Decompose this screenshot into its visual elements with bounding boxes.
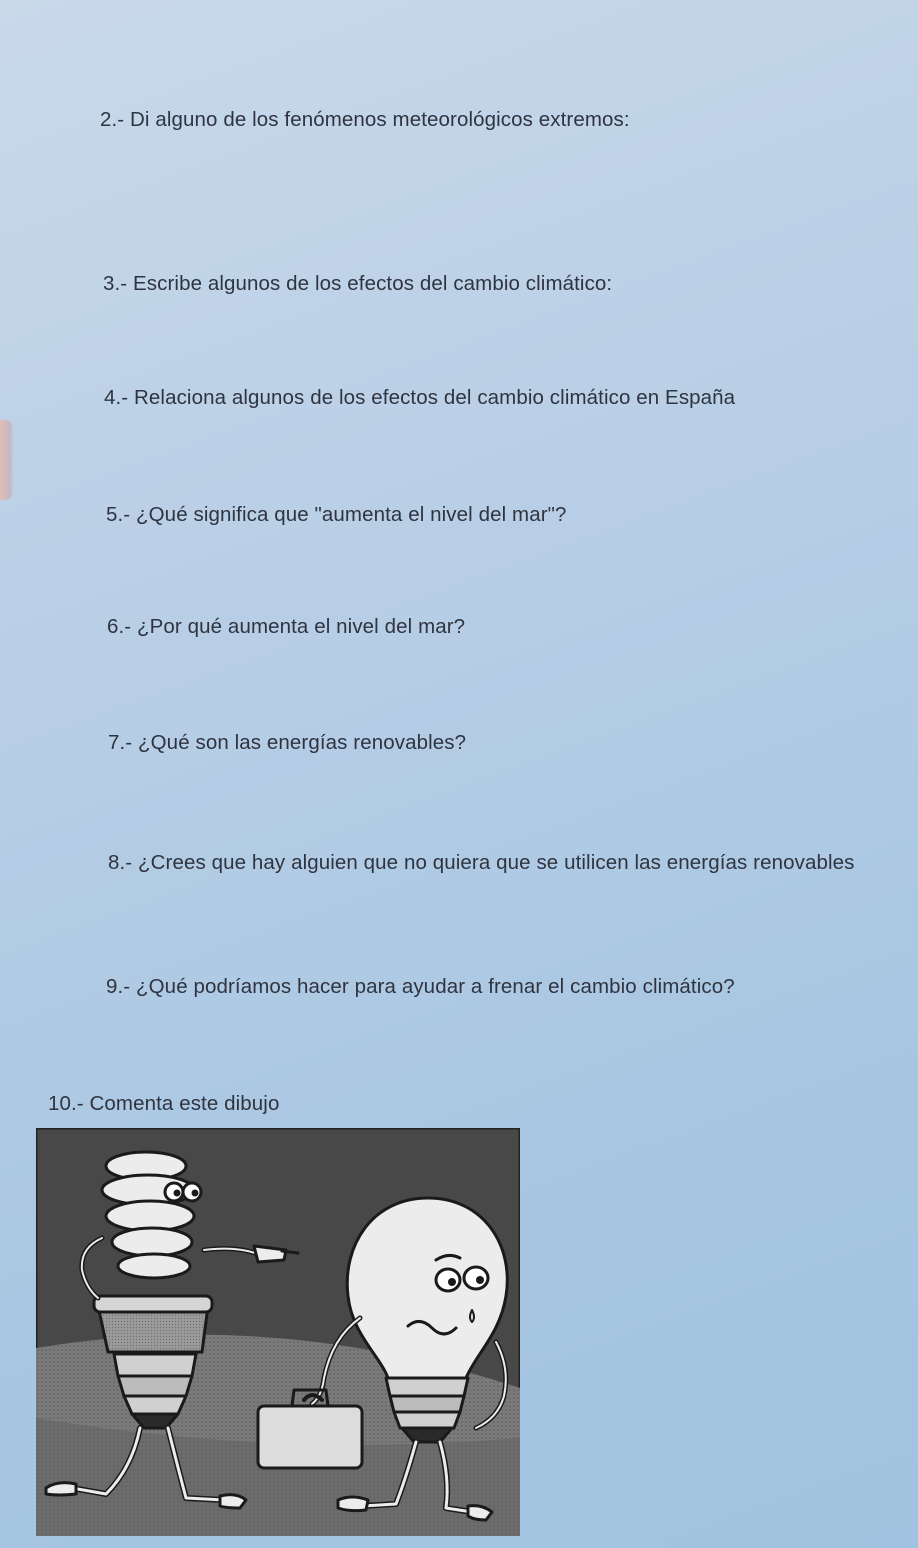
suitcase-icon bbox=[258, 1406, 362, 1468]
paper-edge bbox=[0, 420, 14, 500]
question-6: 6.- ¿Por qué aumenta el nivel del mar? bbox=[107, 615, 466, 638]
question-10: 10.- Comenta este dibujo bbox=[48, 1092, 280, 1115]
question-9: 9.- ¿Qué podríamos hacer para ayudar a frenar el cambio climático? bbox=[106, 975, 735, 998]
question-7: 7.- ¿Qué son las energías renovables? bbox=[108, 731, 467, 754]
question-8: 8.- ¿Crees que hay alguien que no quiera que se utilicen las energías renovables bbox=[108, 851, 855, 874]
question-2: 2.- Di alguno de los fenómenos meteorológicos extremos: bbox=[100, 108, 630, 131]
cartoon-lightbulbs-icon bbox=[36, 1128, 520, 1536]
question-3: 3.- Escribe algunos de los efectos del cambio climático: bbox=[103, 272, 613, 295]
question-4: 4.- Relaciona algunos de los efectos del cambio climático en España bbox=[104, 386, 736, 409]
question-5: 5.- ¿Qué significa que "aumenta el nivel del mar"? bbox=[106, 503, 567, 526]
